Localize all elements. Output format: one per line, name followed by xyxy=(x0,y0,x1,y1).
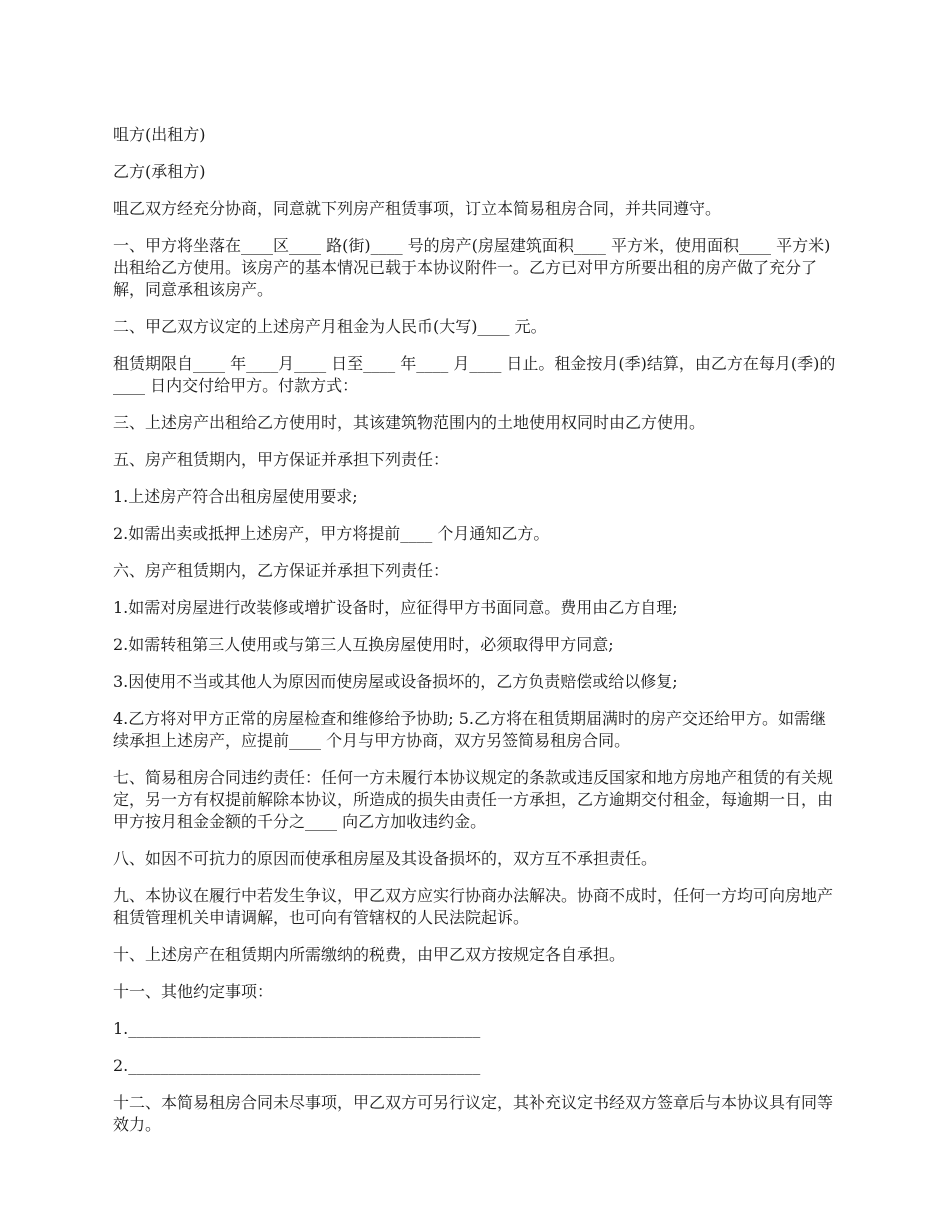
clause-6-item-4-5: 4.乙方将对甲方正常的房屋检查和维修给予协助; 5.乙方将在租赁期届满时的房产交还给甲方。如需继续承担上述房产，应提前____ 个月与甲方协商，双方另签简易租房合同。 xyxy=(113,709,827,750)
clause-3-paragraph: 三、上述房产出租给乙方使用时，其该建筑物范围内的土地使用权同时由乙方使用。 xyxy=(113,413,706,432)
party-b-line: 乙方(承租方) xyxy=(113,162,206,181)
lease-term-paragraph: 租赁期限自____ 年____月____ 日至____ 年____ 月____ 日止。租金按月(季)结算，由乙方在每月(季)的____ 日内交付给甲方。付款方式： xyxy=(113,354,836,395)
clause-6-item-2: 2.如需转租第三人使用或与第三人互换房屋使用时，必须取得甲方同意; xyxy=(113,635,614,654)
clause-11-item-2: 2.____________________________________________ xyxy=(113,1056,481,1075)
clause-6-item-3: 3.因使用不当或其他人为原因而使房屋或设备损坏的，乙方负责赔偿或给以修复; xyxy=(113,672,678,691)
clause-2-paragraph: 二、甲乙双方议定的上述房产月租金为人民币(大写)____ 元。 xyxy=(113,317,547,336)
clause-1-paragraph: 一、甲方将坐落在____区____ 路(街)____ 号的房产(房屋建筑面积____ 平方米，使用面积____ 平方米)出租给乙方使用。该房产的基本情况已载于本协议附件一。乙方已对甲方所要出租的房产做了充分了解，同意承租该房产。 xyxy=(113,236,831,299)
clause-7-paragraph: 七、简易租房合同违约责任：任何一方未履行本协议规定的条款或违反国家和地方房地产租赁的有关规定，另一方有权提前解除本协议，所造成的损失由责任一方承担，乙方逾期交付租金，每逾期一日，由甲方按月租金金额的千分之____ 向乙方加收违约金。 xyxy=(113,768,834,831)
clause-10-paragraph: 十、上述房产在租赁期内所需缴纳的税费，由甲乙双方按规定各自承担。 xyxy=(113,945,626,964)
preamble-paragraph: 咀乙双方经充分协商，同意就下列房产租赁事项，订立本简易租房合同，并共同遵守。 xyxy=(113,199,722,218)
clause-8-paragraph: 八、如因不可抗力的原因而使承租房屋及其设备损坏的，双方互不承担责任。 xyxy=(113,849,658,868)
clause-6-item-1: 1.如需对房屋进行改装修或增扩设备时，应征得甲方书面同意。费用由乙方自理; xyxy=(113,598,678,617)
clause-5-heading: 五、房产租赁期内，甲方保证并承担下列责任： xyxy=(113,450,450,469)
clause-9-paragraph: 九、本协议在履行中若发生争议，甲乙双方应实行协商办法解决。协商不成时，任何一方均可向房地产租赁管理机关申请调解，也可向有管辖权的人民法院起诉。 xyxy=(113,886,834,927)
clause-5-item-1: 1.上述房产符合出租房屋使用要求; xyxy=(113,487,358,506)
clause-11-item-1: 1.____________________________________________ xyxy=(113,1019,481,1038)
clause-11-heading: 十一、其他约定事项： xyxy=(113,982,274,1001)
clause-12-paragraph: 十二、本简易租房合同未尽事项，甲乙双方可另行议定，其补充议定书经双方签章后与本协议具有同等效力。 xyxy=(113,1093,834,1134)
party-a-line: 咀方(出租方) xyxy=(113,125,206,144)
clause-5-item-2: 2.如需出卖或抵押上述房产，甲方将提前____ 个月通知乙方。 xyxy=(113,524,550,543)
clause-6-heading: 六、房产租赁期内，乙方保证并承担下列责任： xyxy=(113,561,450,580)
